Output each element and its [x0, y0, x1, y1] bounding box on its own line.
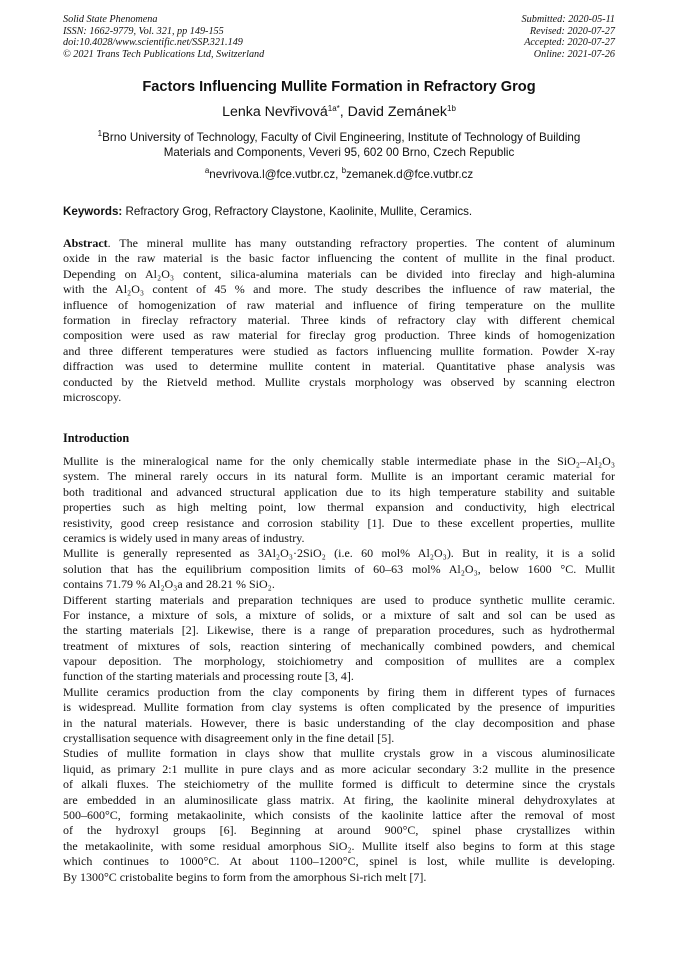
affiliation-line: Materials and Components, Veveri 95, 602 00 Brno, Czech Republic: [163, 145, 515, 159]
body-line: properties such as high melting point, low thermal expansion and conductivity, high electrical: [63, 500, 615, 515]
abstract: [63, 236, 615, 405]
body-line: the starting materials [2]. Likewise, there is a range of preparation procedures, such as hydrothermal: [63, 623, 615, 638]
author-marker: 1a*: [327, 104, 340, 113]
date-submitted: Submitted: 2020-05-11: [521, 14, 615, 25]
body-line: contains 71.79 % Al₂O₃a and 28.21 % SiO₂.: [63, 577, 275, 592]
abstract-line: diffraction was used to determine mullite content in material. Quantitative phase analysis was: [63, 359, 615, 374]
body-line: is widespread. Mullite formation from clay systems is often complicated by the presence of impurities: [63, 700, 615, 715]
date-revised: Revised: 2020-07-27: [529, 25, 615, 37]
abstract-line: microscopy.: [63, 389, 122, 404]
abstract-line: formation in fireclay refractory material. Three kinds of refractory clay with different chemical: [63, 312, 615, 327]
email-marker: b: [341, 166, 347, 175]
author-separator: ,: [339, 104, 348, 120]
abstract-line: composition were used as raw material for fireclay grog production. Three kinds of homogenization: [63, 328, 615, 343]
body-line: treatment of mixtures of sols, reaction sintering of mechanically combined powders, and chemical: [63, 638, 615, 653]
affiliation-line: $^1$Brno University of Technology, Faculty of Civil Engineering, Institute of Technology of Building: [97, 129, 581, 144]
body-line: of alkali fluxes. The steichiometry of the mullite formed is difficult to determine since the crystals: [63, 777, 615, 792]
body-line: which continues to 1000°C. At about 1100–1200°C, spinel is lost, while mullite is developing.: [63, 854, 615, 869]
body-line: liquid, as primary 2:1 mullite in pure clays and as more acicular secondary 3:2 mullite in the presence: [63, 761, 615, 776]
body-line: Studies of mullite formation in clays show that mullite crystals grow in a viscous aluminosilicate: [63, 746, 615, 761]
body-line: vapour deposition. The morphology, stoichiometry and composition of mullites are a complex: [63, 654, 615, 669]
dates-header: [522, 14, 615, 60]
abstract-line: conducted by the Rietveld method. Mullite crystals morphology was observed by scanning electron: [63, 374, 615, 389]
author-list: [0, 104, 678, 120]
body-line: Mullite ceramics production from the clay components by firing them in different types of furnaces: [63, 684, 615, 699]
date-accepted: Accepted: 2020-07-27: [524, 37, 615, 49]
body-line: function of the starting materials and processing route [3, 4].: [63, 669, 354, 684]
journal-issn: ISSN: 1662-9779, Vol. 321, pp 149-155: [63, 25, 224, 37]
body-line: Mullite is the mineralogical name for the only chemically stable intermediate phase in the SiO₂–Al₂O₃: [63, 454, 615, 468]
keywords: [63, 205, 615, 218]
body-line: resistivity, good creep resistance and corrosion stability [1]. Due to these excellent properties, mullite: [63, 515, 615, 530]
keywords-text: Refractory Grog, Refractory Claystone, Kaolinite, Mullite, Ceramics.: [122, 205, 473, 218]
abstract-line: Abstract. The mineral mullite has many outstanding refractory properties. The content of aluminum: [63, 236, 615, 250]
abstract-line: influence of homogenization of raw material and influence of firing temperature on the mullite: [63, 297, 615, 312]
body-line: system. The mineral rarely occurs in its natural form. Mullite is an important ceramic material for: [63, 469, 615, 484]
abstract-label: Abstract: [63, 236, 108, 250]
author-marker: 1b: [447, 104, 456, 113]
body-line: in the natural materials. However, there is basic understanding of the clay decomposition and phase: [63, 715, 615, 730]
body-line: of the hydroxyl groups [6]. Beginning at around 900°C, spinel phase crystallizes within: [63, 823, 615, 838]
section-heading: Introduction: [63, 431, 130, 445]
author-name: David Zemánek: [347, 104, 448, 120]
keywords-label: Keywords:: [63, 205, 123, 218]
abstract-line: Depending on Al₂O₃ content, silica-alumina materials can be divided into fireclay and high-alumina: [63, 266, 615, 281]
affiliation-marker: 1: [97, 129, 103, 138]
date-online: Online: 2021-07-26: [533, 48, 615, 60]
journal-doi: doi:10.4028/www.scientific.net/SSP.321.149: [63, 37, 243, 49]
abstract-line: with the Al₂O₃ content of 45 % and more. The study describes the influence of raw material, the: [63, 282, 615, 297]
journal-copyright: © 2021 Trans Tech Publications Ltd, Switzerland: [63, 48, 265, 60]
abstract-line: and three different temperatures were studied as factors influencing mullite formation. Powder X-ray: [63, 343, 615, 358]
body-line: the metakaolinite, with some residual amorphous SiO₂. Mullite itself also begins to form at this stage: [63, 838, 615, 853]
body-line: 500–600°C, forming metakaolinite, which consists of the kaolinite lattice after the removal of most: [63, 807, 615, 822]
body-line: crystallisation sequence with disagreement only in the fine detail [5].: [63, 731, 395, 746]
email-address: nevrivova.l@fce.vutbr.cz,: [209, 168, 342, 181]
email-marker: a: [204, 166, 210, 175]
affiliation: [63, 131, 615, 160]
abstract-line: oxide in the raw material is the basic factor influencing the content of mullite in the final product.: [63, 251, 615, 266]
body-line: ceramics is widely used in many areas of industry.: [63, 530, 305, 545]
author-emails: [0, 168, 678, 181]
journal-info-header: [63, 14, 264, 60]
introduction-body: [63, 454, 615, 885]
author-name: Lenka Nevřivová: [222, 104, 328, 120]
body-line: Mullite is generally represented as 3Al₂O₃·2SiO₂ (i.e. 60 mol% Al₂O₃). But in reality, it is a solid: [63, 546, 615, 561]
body-line: By 1300°C cristobalite begins to form from the amorphous Si-rich melt [7].: [63, 869, 427, 884]
body-line: Different starting materials and preparation techniques are used to produce synthetic mullite ceramic.: [63, 592, 615, 607]
body-line: are embedded in an aluminosilicate glass matrix. At firing, the kaolinite mineral dehydroxylates at: [63, 792, 615, 807]
paper-title: Factors Influencing Mullite Formation in Refractory Grog: [142, 79, 536, 95]
body-line: For instance, a mixture of sols, a mixture of solids, or a mixture of salt and sol can be used as: [63, 607, 615, 622]
journal-name: Solid State Phenomena: [63, 14, 158, 25]
body-line: both traditional and advanced structural application due to its high temperature stability and suitable: [63, 484, 615, 499]
body-line: solution that has the equilibrium composition limits of 60–63 mol% Al₂O₃, below 1600 °C. Mullit: [63, 561, 615, 576]
email-address: zemanek.d@fce.vutbr.cz: [346, 168, 474, 181]
